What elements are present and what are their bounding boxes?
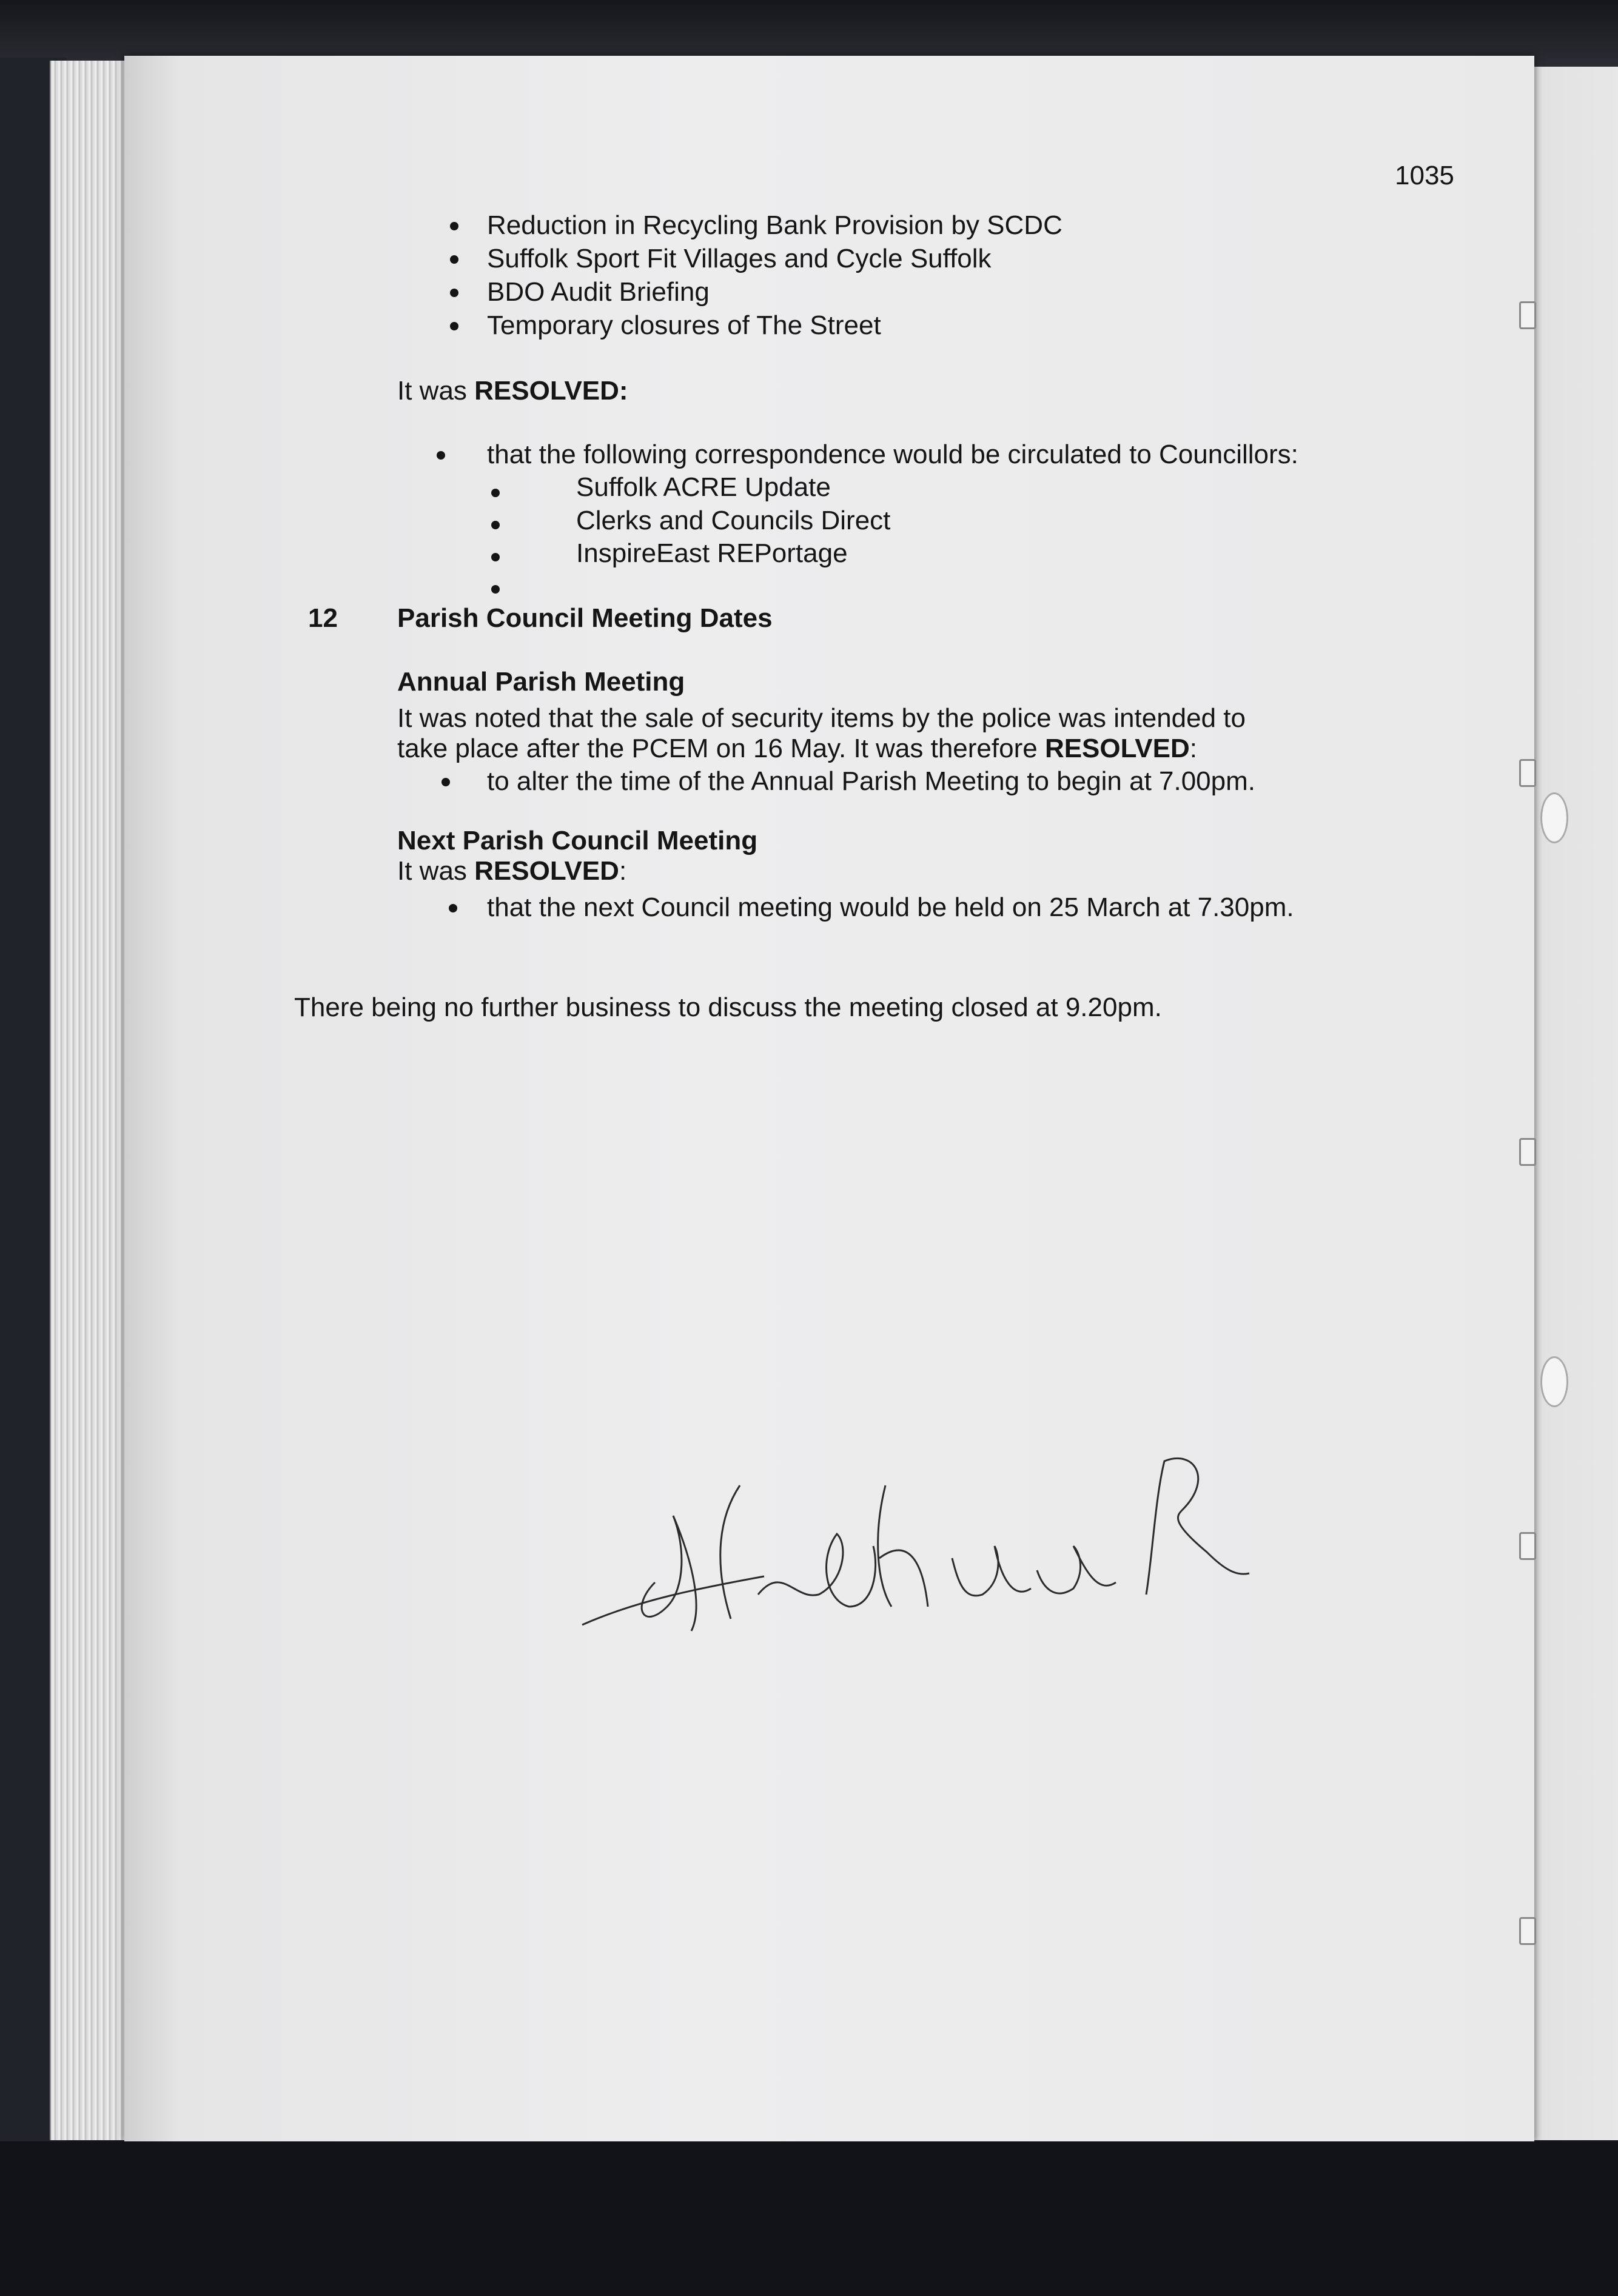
binder-tab bbox=[1519, 759, 1536, 787]
bullet-icon bbox=[449, 904, 457, 912]
page-stack-edge bbox=[50, 61, 136, 2140]
binder-tab bbox=[1519, 301, 1536, 329]
bullet-icon bbox=[491, 585, 500, 594]
binder-tab bbox=[1519, 1917, 1536, 1945]
item-number: 12 bbox=[308, 603, 338, 633]
facing-page-edge bbox=[1525, 67, 1618, 2140]
binder-tab bbox=[1519, 1138, 1536, 1166]
list-item: Temporary closures of The Street bbox=[487, 310, 881, 340]
next-line-text: It was bbox=[397, 856, 475, 886]
resolved-keyword: RESOLVED bbox=[474, 856, 619, 886]
resolved-keyword: RESOLVED: bbox=[474, 376, 628, 406]
punch-hole bbox=[1540, 792, 1568, 843]
page-number: 1035 bbox=[1395, 161, 1454, 190]
annual-paragraph-line bbox=[397, 734, 1197, 764]
next-line-colon: : bbox=[619, 856, 627, 886]
bullet-icon bbox=[491, 489, 500, 497]
handwritten-signature bbox=[564, 1425, 1292, 1655]
resolved-line bbox=[397, 376, 628, 406]
bullet-icon bbox=[491, 521, 500, 529]
annual-resolution: to alter the time of the Annual Parish Meeting to begin at 7.00pm. bbox=[487, 766, 1255, 796]
bullet-icon bbox=[450, 322, 458, 330]
bullet-icon bbox=[437, 451, 445, 460]
resolved-keyword: RESOLVED bbox=[1044, 734, 1190, 763]
correspondence-item: InspireEast REPortage bbox=[576, 538, 848, 568]
correspondence-item: Clerks and Councils Direct bbox=[576, 506, 891, 535]
list-item: Suffolk Sport Fit Villages and Cycle Suffolk bbox=[487, 244, 992, 273]
bullet-icon bbox=[441, 778, 450, 786]
correspondence-item: Suffolk ACRE Update bbox=[576, 472, 831, 502]
resolved-intro: It was bbox=[397, 376, 467, 406]
bullet-icon bbox=[491, 553, 500, 561]
annual-line-colon: : bbox=[1189, 734, 1197, 763]
next-meeting-resolution: that the next Council meeting would be held on 25 March at 7.30pm. bbox=[487, 892, 1294, 922]
document-page bbox=[124, 56, 1534, 2141]
bullet-icon bbox=[450, 289, 458, 297]
annual-heading: Annual Parish Meeting bbox=[397, 667, 685, 697]
punch-hole bbox=[1540, 1356, 1568, 1407]
correspondence-intro: that the following correspondence would be circulated to Councillors: bbox=[487, 440, 1298, 469]
bullet-icon bbox=[450, 255, 458, 264]
binder-tab bbox=[1519, 1532, 1536, 1560]
closing-statement: There being no further business to discuss the meeting closed at 9.20pm. bbox=[294, 992, 1162, 1022]
list-item: Reduction in Recycling Bank Provision by SCDC bbox=[487, 210, 1062, 240]
binder-bottom-edge bbox=[0, 2141, 1618, 2296]
next-meeting-line bbox=[397, 856, 626, 886]
bullet-icon bbox=[450, 222, 458, 230]
list-item: BDO Audit Briefing bbox=[487, 277, 710, 307]
annual-line-text: take place after the PCEM on 16 May. It was therefore bbox=[397, 734, 1045, 763]
next-meeting-heading: Next Parish Council Meeting bbox=[397, 826, 758, 855]
item-heading: Parish Council Meeting Dates bbox=[397, 603, 773, 633]
annual-paragraph-line: It was noted that the sale of security items by the police was intended to bbox=[397, 703, 1246, 733]
